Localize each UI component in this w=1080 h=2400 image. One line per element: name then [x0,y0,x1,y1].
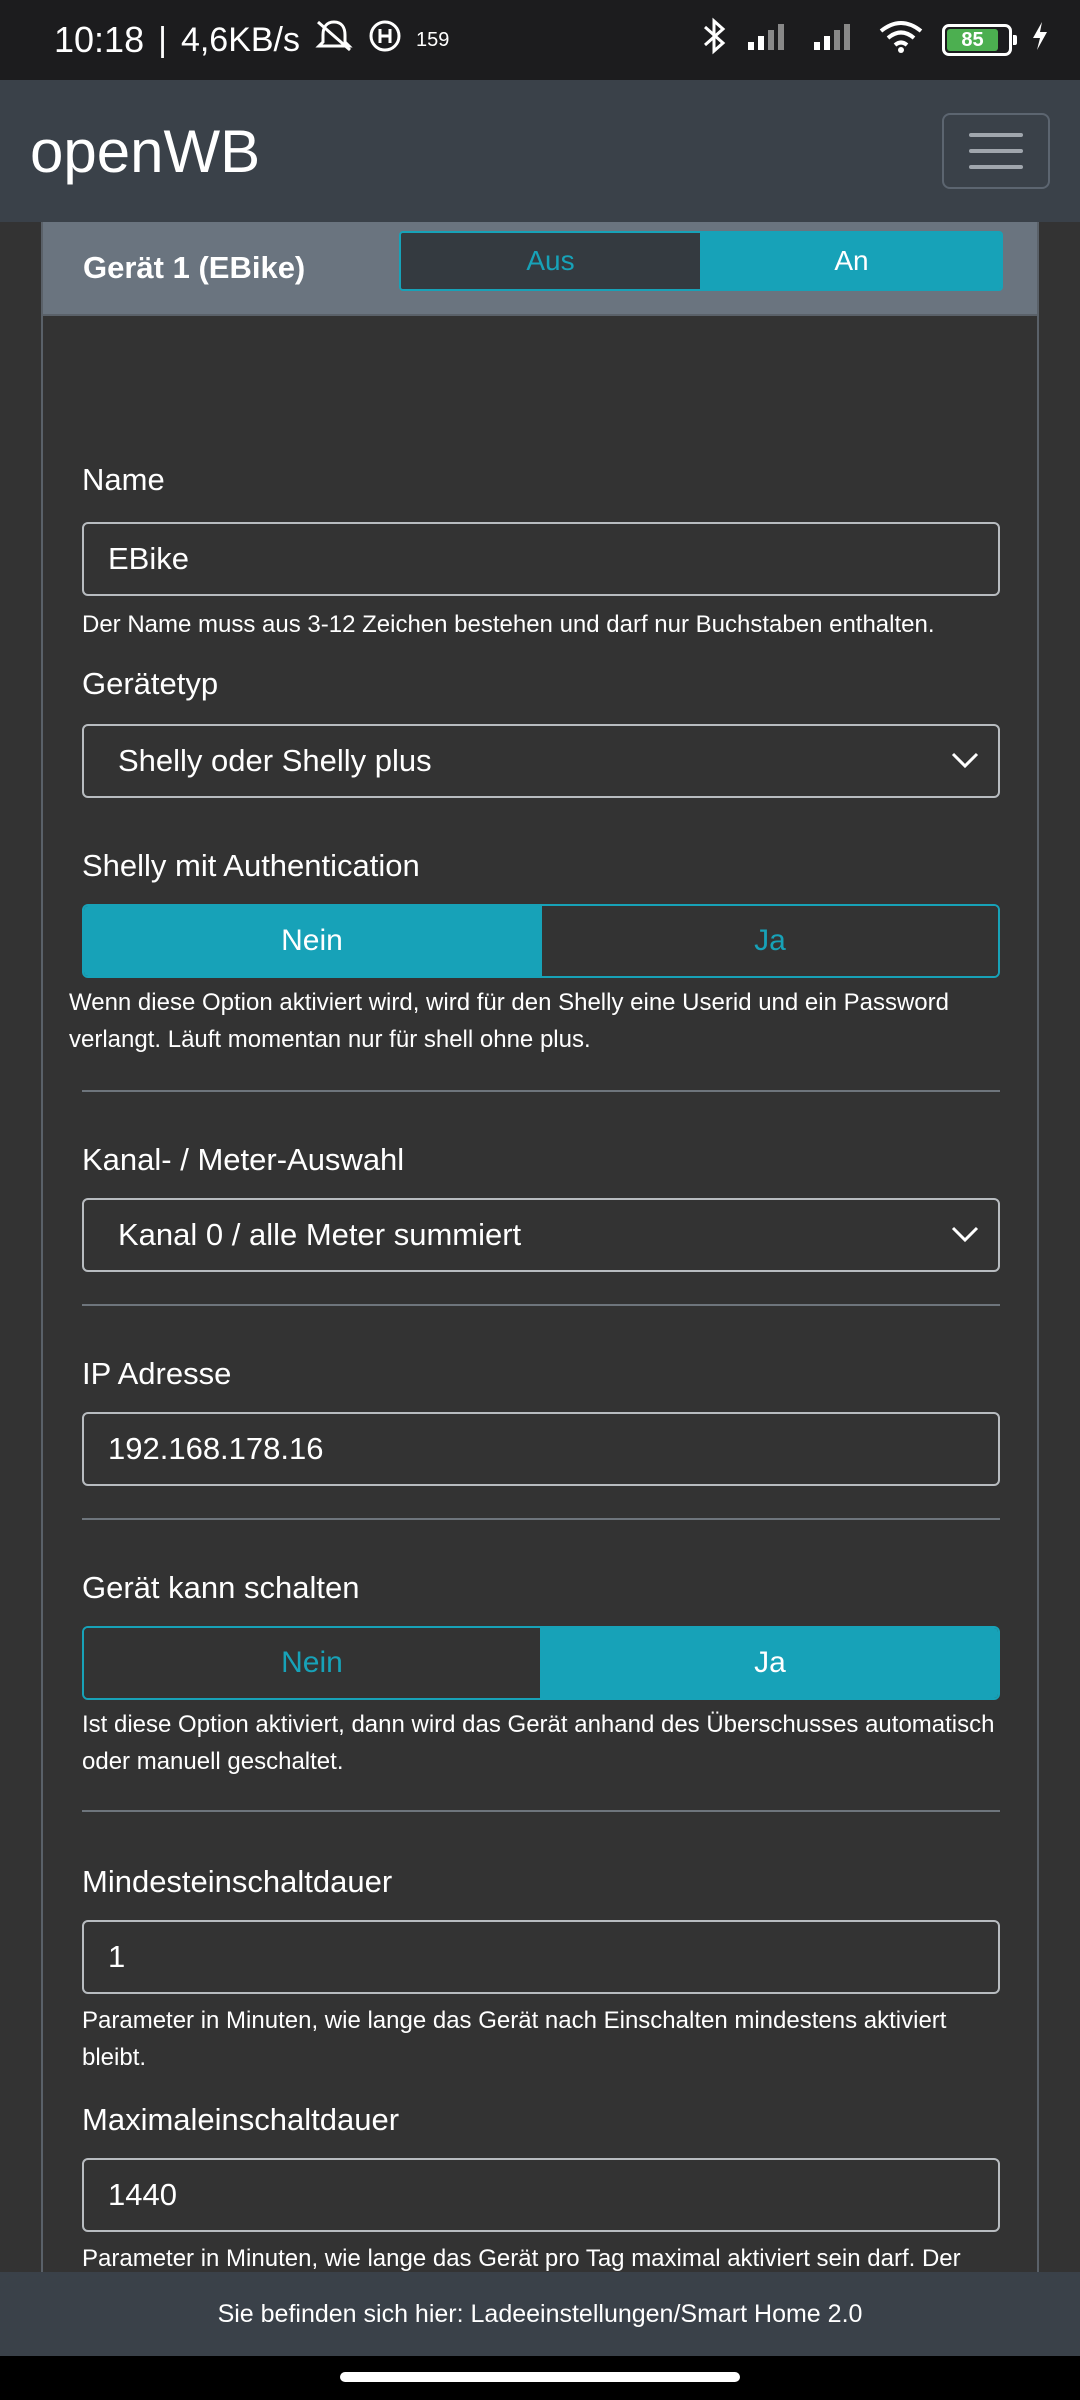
menu-toggle-button[interactable] [942,113,1050,189]
device-card [41,222,1039,2272]
device-type-value: Shelly oder Shelly plus [118,743,432,778]
card-header [43,222,1037,316]
charging-icon [1030,20,1050,61]
ip-input[interactable]: 192.168.178.16 [82,1412,1000,1486]
status-speed: 4,6KB/s [180,20,301,59]
device-type-label: Gerätetyp [82,666,219,701]
device-off-button[interactable]: Aus [401,233,702,289]
divider [82,1810,1000,1812]
channel-select[interactable] [82,1198,1000,1272]
wifi-icon [878,19,924,62]
status-divider: | [158,20,167,59]
auth-help: Wenn diese Option aktiviert wird, wird für den Shelly eine Userid und ein Password verlangt. Läuft momentan nur für shell ohne plus. [69,989,949,1053]
min-duration-input[interactable]: 1 [82,1920,1000,1994]
auth-label: Shelly mit Authentication [82,848,420,883]
device-type-select[interactable] [82,724,1000,798]
footer-text: Sie befinden sich hier: Ladeeinstellungen/Smart Home 2.0 [217,2299,863,2328]
signal-icon-2 [812,20,860,61]
chevron-down-icon [950,748,980,772]
divider [82,1090,1000,1092]
signal-icon [746,20,794,61]
card-title: Gerät 1 (EBike) [83,250,306,285]
battery-icon [942,24,1012,56]
channel-value: Kanal 0 / alle Meter summiert [118,1217,522,1252]
divider [82,1518,1000,1520]
min-duration-help: Parameter in Minuten, wie lange das Gerät nach Einschalten mindestens aktiviert bleibt. [82,2007,947,2071]
switchable-label: Gerät kann schalten [82,1570,360,1605]
top-navbar [0,80,1080,222]
bluetooth-icon [702,17,728,64]
auth-yes-button[interactable]: Ja [542,906,998,976]
switchable-help: Ist diese Option aktiviert, dann wird das Gerät anhand des Überschusses automatisch oder manuell geschaltet. [82,1711,995,1775]
battery-level: 85 [947,29,998,51]
name-label: Name [82,462,165,497]
device-enable-toggle [399,231,1003,291]
name-help: Der Name muss aus 3-12 Zeichen bestehen und darf nur Buchstaben enthalten. [82,611,935,638]
bell-muted-icon [314,18,354,63]
device-on-button[interactable]: An [702,233,1001,289]
ip-label: IP Adresse [82,1356,232,1391]
switchable-yes-button[interactable]: Ja [542,1628,998,1698]
max-duration-input[interactable]: 1440 [82,2158,1000,2232]
status-bar [0,0,1080,80]
channel-label: Kanal- / Meter-Auswahl [82,1142,405,1177]
home-indicator[interactable] [340,2372,740,2382]
auth-no-button[interactable]: Nein [84,906,542,976]
notification-count: 159 [416,28,450,51]
chevron-down-icon [950,1222,980,1246]
min-duration-label: Mindesteinschaltdauer [82,1864,393,1899]
app-icon [368,19,402,62]
name-input[interactable]: EBike [82,522,1000,596]
max-duration-label: Maximaleinschaltdauer [82,2102,400,2137]
hamburger-icon [969,133,1023,137]
switchable-toggle [82,1626,1000,1700]
brand-logo[interactable]: openWB [30,117,261,185]
auth-toggle [82,904,1000,978]
status-time: 10:18 [54,19,145,60]
divider [82,1304,1000,1306]
switchable-no-button[interactable]: Nein [84,1628,542,1698]
location-footer [0,2272,1080,2356]
max-duration-help: Parameter in Minuten, wie lange das Gerät pro Tag maximal aktiviert sein darf. Der [82,2245,961,2272]
